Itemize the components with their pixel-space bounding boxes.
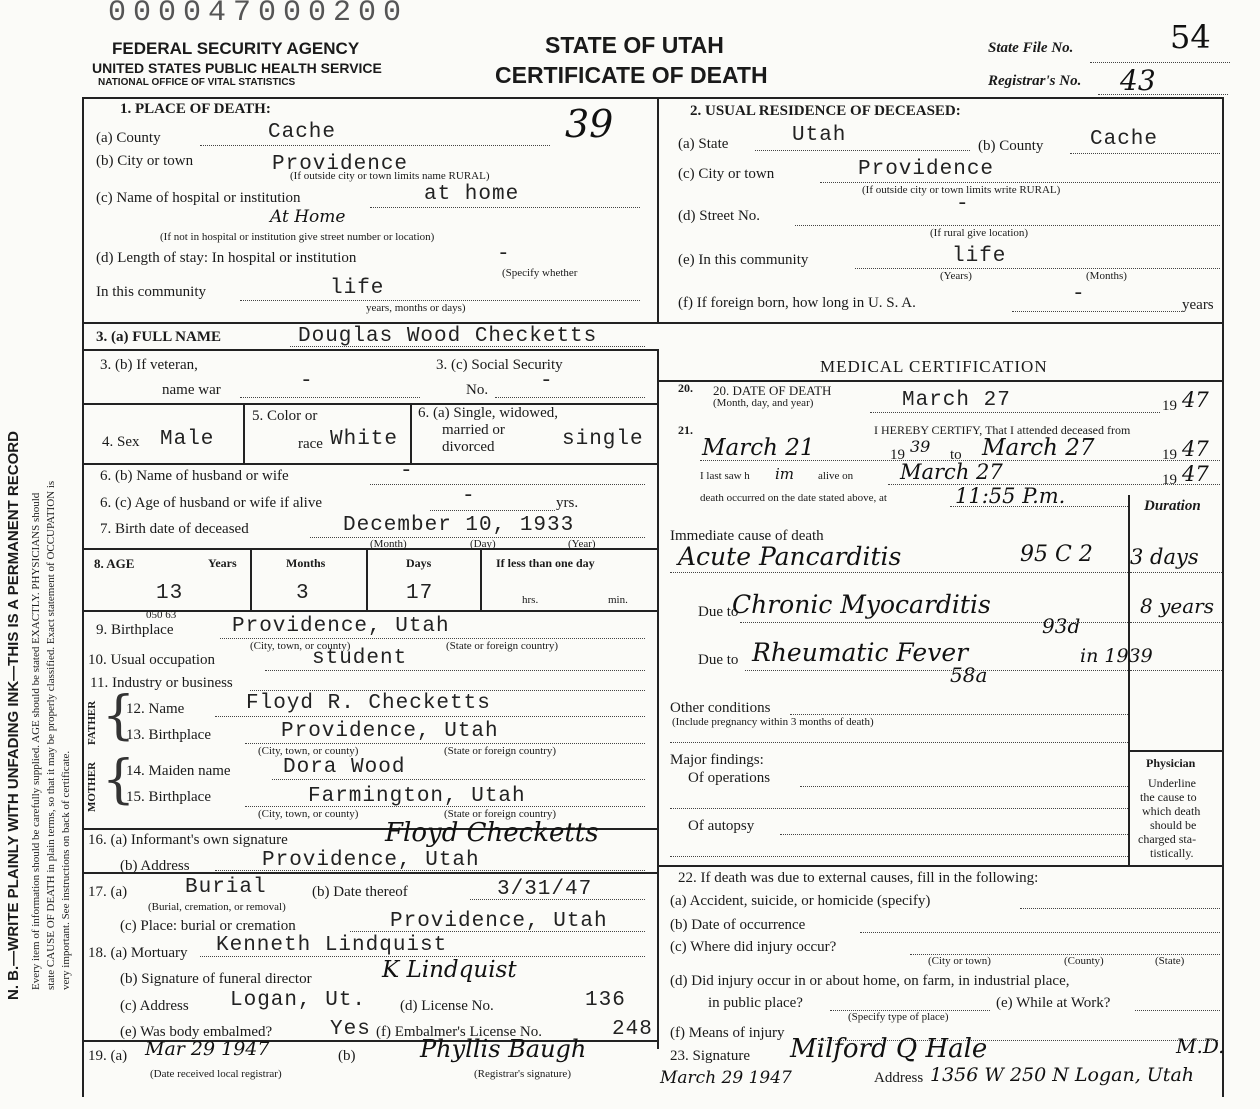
residence-community: life	[952, 245, 1007, 268]
certify-number: 21.	[678, 423, 693, 437]
license-number: 136	[585, 989, 626, 1012]
mother-birthplace: Farmington, Utah	[308, 785, 526, 808]
father-birthplace-label: 13. Birthplace	[126, 727, 211, 743]
full-name: Douglas Wood Checketts	[298, 325, 598, 348]
alive-prefix: 19	[1162, 472, 1177, 488]
mortuary-address: Logan, Ut.	[230, 989, 367, 1012]
residence-city-note: (If outside city or town limits write RURAL)	[862, 184, 1061, 196]
where-label: (c) Where did injury occur?	[670, 939, 837, 955]
immediate-cause-code: 95 C 2	[1020, 542, 1093, 567]
residence-county: Cache	[1090, 128, 1159, 151]
side-note-2: state CAUSE OF DEATH in plain terms, so that it may be properly classified. Exact statement of OCCUPATION is	[45, 480, 57, 990]
immediate-cause: Acute Pancarditis	[678, 542, 902, 571]
registrar-signature-label: (b)	[338, 1048, 356, 1064]
certify-statement: I HEREBY CERTIFY, That I attended deceased from	[874, 423, 1131, 437]
informant-address: Providence, Utah	[262, 849, 480, 872]
alive-year: 47	[1182, 462, 1209, 486]
residence-county-label: (b) County	[978, 138, 1044, 154]
while-at-work-label: (e) While at Work?	[996, 995, 1111, 1011]
state-file-number: 54	[1170, 18, 1211, 56]
birth-date-label: 7. Birth date of deceased	[100, 521, 249, 537]
physician-address: 1356 W 250 N Logan, Utah	[930, 1064, 1195, 1086]
attended-from-year: 39	[910, 437, 931, 456]
spouse-age-yrs: yrs.	[556, 495, 579, 511]
residence-years-note: (Years)	[940, 270, 972, 282]
social-security-value: -	[540, 370, 554, 393]
industry-label: 11. Industry or business	[90, 675, 233, 691]
war-value: -	[300, 370, 314, 393]
registrar-number-label: Registrar's No.	[988, 73, 1082, 89]
director-label: (b) Signature of funeral director	[120, 971, 312, 987]
father-state-note: (State or foreign country)	[444, 745, 557, 757]
type-of-place-note: (Specify type of place)	[848, 1011, 949, 1023]
mother-brace: {	[102, 750, 136, 810]
alive-on-label: alive on	[818, 470, 854, 482]
residence-city: Providence	[858, 158, 995, 181]
where-state-note: (State)	[1155, 955, 1185, 967]
residence-months-note: (Months)	[1086, 270, 1127, 282]
place-heading: 1. PLACE OF DEATH:	[120, 101, 271, 117]
state-title: STATE OF UTAH	[545, 32, 724, 58]
service-name: UNITED STATES PUBLIC HEALTH SERVICE	[92, 60, 382, 76]
received-date: Mar 29 1947	[145, 1038, 270, 1060]
certificate-title: CERTIFICATE OF DEATH	[495, 62, 768, 88]
place-city-note: (If outside city or town limits name RURAL)	[290, 170, 490, 182]
due-to-1-code: 93d	[1042, 614, 1081, 638]
embalmed-value: Yes	[330, 1018, 371, 1041]
birth-year-note: (Year)	[568, 538, 596, 550]
place-hospital-note: (If not in hospital or institution give street number or location)	[160, 231, 435, 243]
place-stay-note: (Specify whether	[502, 267, 578, 279]
father-name-label: 12. Name	[126, 701, 185, 717]
alive-date: March 27	[900, 460, 1003, 484]
sex-label: 4. Sex	[102, 434, 140, 450]
accident-label: (a) Accident, suicide, or homicide (specify)	[670, 893, 931, 909]
operations-label: Of operations	[688, 770, 771, 786]
registrar-number: 43	[1120, 64, 1156, 97]
office-name: NATIONAL OFFICE OF VITAL STATISTICS	[98, 77, 296, 88]
physician-note-2: Underline	[1148, 776, 1196, 790]
residence-state: Utah	[792, 124, 847, 147]
farm-label: (d) Did injury occur in or about home, on farm, in industrial place,	[670, 973, 1070, 989]
due-to-1-duration: 8 years	[1140, 594, 1214, 618]
serial-number: 000047000200	[108, 0, 409, 30]
residence-heading: 2. USUAL RESIDENCE OF DECEASED:	[690, 103, 961, 119]
other-conditions-label: Other conditions	[670, 700, 771, 716]
war-label: name war	[162, 382, 221, 398]
occurrence-label: (b) Date of occurrence	[670, 917, 806, 933]
race-label: race	[298, 436, 323, 452]
residence-foreign: -	[1072, 283, 1086, 306]
mortuary-label: 18. (a) Mortuary	[88, 945, 188, 961]
registrar-note: (Registrar's signature)	[474, 1068, 571, 1080]
informant-address-label: (b) Address	[120, 858, 190, 874]
birth-month-note: (Month)	[370, 538, 407, 550]
marital-label-2: married or	[442, 422, 505, 438]
due-to-1: Chronic Myocarditis	[732, 590, 991, 619]
received-label: 19. (a)	[88, 1048, 128, 1064]
place-community: life	[330, 277, 385, 300]
mother-word: MOTHER	[86, 761, 98, 812]
birthplace-city-note: (City, town, or county)	[250, 640, 351, 652]
received-note: (Date received local registrar)	[150, 1068, 282, 1080]
embalmer-number: 248	[612, 1018, 653, 1041]
attended-to-year: 47	[1182, 437, 1209, 461]
place-county: Cache	[268, 121, 337, 144]
physician-md: M.D.	[1176, 1034, 1225, 1058]
burial-place-label: (c) Place: burial or cremation	[120, 918, 296, 934]
mortuary-address-label: (c) Address	[120, 998, 189, 1014]
death-date-label: 20. DATE OF DEATH	[713, 383, 832, 398]
due-to-1-label: Due to	[698, 604, 739, 620]
where-city-note: (City or town)	[928, 955, 991, 967]
death-time: 11:55 P.m.	[955, 484, 1066, 508]
age-days: 17	[406, 582, 434, 605]
license-label: (d) License No.	[400, 998, 494, 1014]
attended-to-prefix: 19	[1162, 447, 1177, 463]
spouse-value: -	[400, 460, 414, 483]
corner-mark: 39	[565, 102, 614, 146]
birth-date: December 10, 1933	[343, 514, 575, 537]
other-conditions-note: (Include pregnancy within 3 months of death)	[672, 716, 874, 728]
due-to-2-label: Due to	[698, 652, 739, 668]
death-year: 47	[1182, 388, 1209, 412]
occurred-label: death occurred on the date stated above, at	[700, 492, 887, 504]
physician-note-7: tistically.	[1150, 846, 1194, 860]
place-community-label: In this community	[96, 284, 206, 300]
physician-note-4: which death	[1142, 804, 1201, 818]
spouse-age-value: -	[462, 485, 476, 508]
residence-state-label: (a) State	[678, 136, 729, 152]
immediate-cause-label: Immediate cause of death	[670, 528, 824, 544]
place-hospital-label: (c) Name of hospital or institution	[96, 190, 301, 206]
age-years-head: Years	[208, 556, 237, 570]
age-lessday-head: If less than one day	[496, 556, 595, 570]
veteran-label: 3. (b) If veteran,	[100, 357, 198, 373]
duration-head: Duration	[1144, 498, 1201, 514]
social-security-label: 3. (c) Social Security	[436, 357, 563, 373]
race-value: White	[330, 428, 399, 451]
residence-street-note: (If rural give location)	[930, 227, 1029, 239]
age-days-head: Days	[406, 556, 432, 570]
full-name-label: 3. (a) FULL NAME	[96, 329, 221, 345]
place-city-label: (b) City or town	[96, 153, 194, 169]
residence-street-label: (d) Street No.	[678, 208, 761, 224]
physician-address-label: Address	[874, 1070, 924, 1086]
residence-foreign-label: (f) If foreign born, how long in U. S. A.	[678, 295, 916, 311]
social-security-no-label: No.	[466, 382, 489, 398]
physician-note-5: should be	[1150, 818, 1197, 832]
age-code: 050 63	[146, 609, 177, 621]
color-label: 5. Color or	[252, 408, 318, 424]
burial-place: Providence, Utah	[390, 910, 608, 933]
embalmer-label: (f) Embalmer's License No.	[376, 1024, 542, 1040]
marital-label-3: divorced	[442, 439, 495, 455]
due-to-2: Rheumatic Fever	[752, 638, 969, 667]
place-stay: -	[497, 243, 511, 266]
informant-signature: Floyd Checketts	[385, 818, 599, 848]
spouse-age-label: 6. (c) Age of husband or wife if alive	[100, 495, 323, 511]
attended-to-word: to	[950, 447, 962, 463]
physician-note-1: Physician	[1146, 756, 1196, 770]
burial-date: 3/31/47	[497, 878, 593, 901]
age-hrs: hrs.	[522, 594, 539, 606]
state-file-label: State File No.	[988, 40, 1074, 56]
death-date: March 27	[902, 389, 1011, 412]
birthplace: Providence, Utah	[232, 615, 450, 638]
birthplace-label: 9. Birthplace	[96, 622, 174, 638]
occupation-label: 10. Usual occupation	[88, 652, 216, 668]
place-community-note: years, months or days)	[366, 302, 466, 314]
marital-label-1: 6. (a) Single, widowed,	[418, 405, 558, 421]
residence-years-word: years	[1182, 297, 1214, 313]
father-name: Floyd R. Checketts	[246, 692, 491, 715]
medical-heading: MEDICAL CERTIFICATION	[820, 357, 1048, 376]
attended-to-date: March 27	[982, 435, 1095, 461]
where-county-note: (County)	[1064, 955, 1104, 967]
last-saw-him: im	[775, 465, 795, 483]
place-city: Providence	[272, 153, 409, 176]
immediate-duration: 3 days	[1130, 545, 1199, 569]
residence-city-label: (c) City or town	[678, 166, 775, 182]
death-date-prefix: 19	[1162, 398, 1177, 414]
residence-street: -	[956, 193, 970, 216]
side-note-3: very important. See instructions on back of certificate.	[60, 750, 72, 990]
father-word: FATHER	[86, 700, 98, 745]
due-to-2-code: 58a	[950, 663, 988, 687]
major-findings-label: Major findings:	[670, 752, 764, 768]
physician-note-6: charged sta-	[1138, 832, 1197, 846]
autopsy-label: Of autopsy	[688, 818, 755, 834]
mother-city-note: (City, town, or county)	[258, 808, 359, 820]
registrar-signature: Phyllis Baugh	[420, 1035, 587, 1063]
age-months: 3	[296, 582, 310, 605]
father-brace: {	[102, 686, 136, 746]
physician-note-3: the cause to	[1140, 790, 1197, 804]
father-birthplace: Providence, Utah	[281, 720, 499, 743]
age-years: 13	[156, 582, 184, 605]
mother-birthplace-label: 15. Birthplace	[126, 789, 211, 805]
mother-state-note: (State or foreign country)	[444, 808, 557, 820]
attended-from-prefix: 19	[890, 447, 905, 463]
agency-name: FEDERAL SECURITY AGENCY	[112, 39, 360, 58]
place-county-label: (a) County	[96, 130, 161, 146]
residence-community-label: (e) In this community	[678, 252, 809, 268]
birthplace-state-note: (State or foreign country)	[446, 640, 559, 652]
place-stay-label: (d) Length of stay: In hospital or institution	[96, 250, 357, 266]
director-signature: K Lindquist	[382, 957, 517, 983]
due-to-2-year: in 1939	[1080, 645, 1153, 667]
disposition: Burial	[185, 876, 267, 899]
signature-label: 23. Signature	[670, 1048, 750, 1064]
informant-label: 16. (a) Informant's own signature	[88, 832, 288, 848]
disposition-note: (Burial, cremation, or removal)	[148, 901, 286, 913]
external-heading: 22. If death was due to external causes, fill in the following:	[678, 870, 1039, 886]
age-months-head: Months	[286, 556, 326, 570]
mortuary: Kenneth Lindquist	[216, 934, 448, 957]
father-city-note: (City, town, or county)	[258, 745, 359, 757]
public-place-label: in public place?	[708, 995, 803, 1011]
mother-name: Dora Wood	[283, 756, 406, 779]
mother-name-label: 14. Maiden name	[126, 763, 231, 779]
side-note-1: Every item of information should be carefully supplied. AGE should be stated EXACTLY. PHYSICIANS should	[30, 492, 42, 990]
burial-date-label: (b) Date thereof	[312, 884, 408, 900]
attended-from-date: March 21	[702, 435, 815, 461]
side-instruction: N. B.—WRITE PLAINLY WITH UNFADING INK—THIS IS A PERMANENT RECORD	[5, 431, 22, 1000]
marital-value: single	[562, 428, 644, 451]
place-hospital: at home	[424, 183, 520, 206]
death-date-number: 20.	[678, 381, 693, 395]
sex-value: Male	[160, 428, 215, 451]
age-min: min.	[608, 594, 628, 606]
birth-day-note: (Day)	[470, 538, 496, 550]
age-label: 8. AGE	[94, 556, 135, 571]
last-saw-label: I last saw h	[700, 470, 750, 482]
death-date-note: (Month, day, and year)	[713, 397, 814, 409]
physician-sign-date: March 29 1947	[660, 1068, 792, 1088]
physician-signature: Milford Q Hale	[790, 1034, 988, 1064]
occupation: student	[312, 647, 408, 670]
place-hospital-handwritten: At Home	[270, 207, 346, 227]
means-label: (f) Means of injury	[670, 1025, 785, 1041]
embalmed-label: (e) Was body embalmed?	[120, 1024, 273, 1040]
disposition-label: 17. (a)	[88, 884, 128, 900]
spouse-label: 6. (b) Name of husband or wife	[100, 468, 289, 484]
